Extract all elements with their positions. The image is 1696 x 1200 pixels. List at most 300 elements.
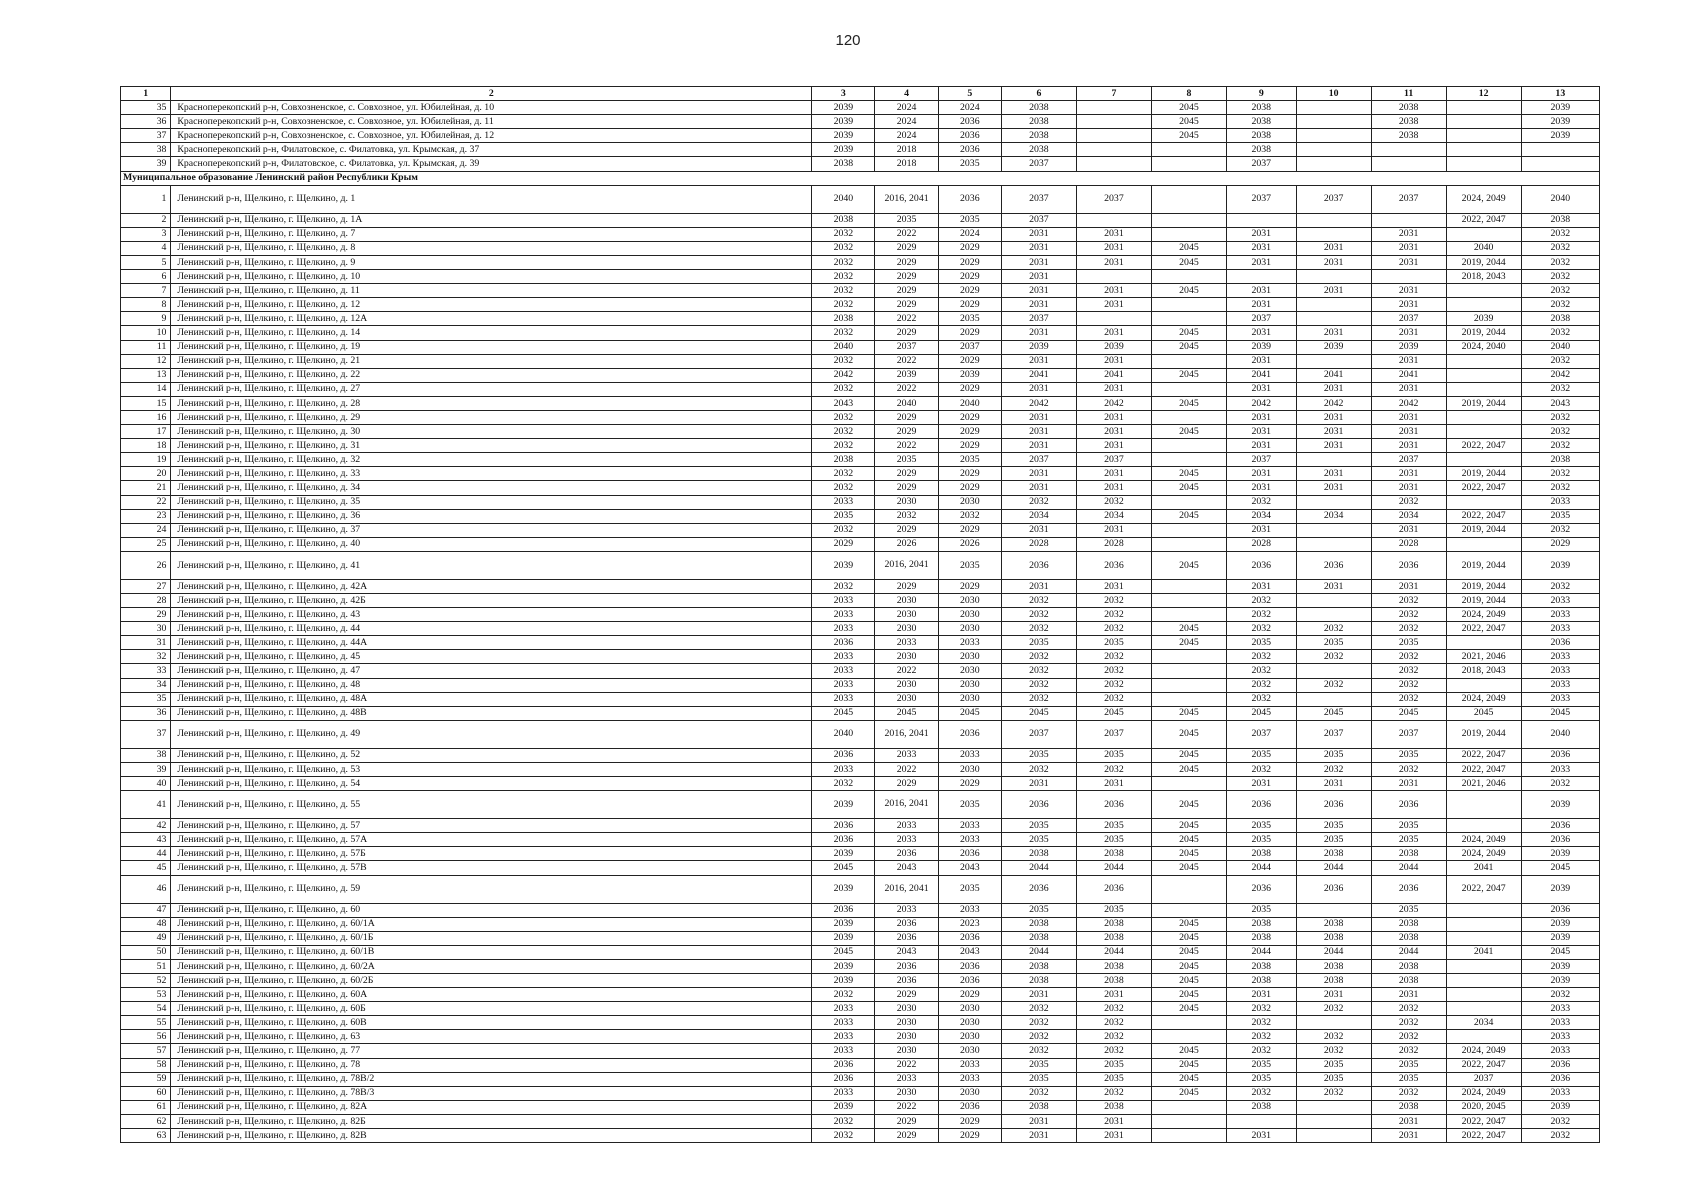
row-number-cell: 42 (121, 819, 171, 833)
table-row (121, 185, 1600, 213)
table-row (121, 833, 1600, 847)
year-cell: 2031 (1001, 326, 1076, 340)
address-cell: Ленинский р-н, Щелкино, г. Щелкино, д. 49 (171, 720, 812, 748)
year-cell: 2032 (1371, 650, 1446, 664)
year-cell: 2035 (1001, 1058, 1076, 1072)
year-cell: 2031 (1371, 255, 1446, 269)
year-cell: 2019, 2044 (1446, 255, 1521, 269)
year-cell: 2022, 2047 (1446, 1114, 1521, 1128)
year-cell: 2031 (1371, 298, 1446, 312)
year-cell: 2036 (812, 636, 875, 650)
year-cell: 2032 (1001, 608, 1076, 622)
column-number-cell: 10 (1296, 87, 1371, 101)
year-cell: 2035 (1371, 903, 1446, 917)
row-number-cell: 28 (121, 594, 171, 608)
year-cell: 2037 (1226, 312, 1296, 326)
year-cell: 2038 (812, 157, 875, 171)
table-row (121, 1002, 1600, 1016)
year-cell: 2032 (1001, 1086, 1076, 1100)
year-cell: 2019, 2044 (1446, 326, 1521, 340)
year-cell (1446, 1002, 1521, 1016)
year-cell: 2024 (875, 129, 938, 143)
year-cell: 2022, 2047 (1446, 1129, 1521, 1143)
year-cell: 2038 (1076, 847, 1151, 861)
year-cell (1521, 157, 1599, 171)
year-cell: 2029 (938, 382, 1001, 396)
year-cell: 2020, 2045 (1446, 1100, 1521, 1114)
year-cell: 2041 (1296, 368, 1371, 382)
year-cell: 2032 (1371, 1044, 1446, 1058)
year-cell (1151, 382, 1226, 396)
year-cell: 2032 (1371, 692, 1446, 706)
year-cell: 2045 (1151, 917, 1226, 931)
year-cell: 2036 (812, 748, 875, 762)
year-cell: 2033 (812, 664, 875, 678)
year-cell: 2036 (938, 847, 1001, 861)
year-cell: 2031 (1001, 270, 1076, 284)
year-cell: 2030 (938, 650, 1001, 664)
year-cell: 2031 (1296, 467, 1371, 481)
year-cell (1151, 1129, 1226, 1143)
year-cell: 2033 (938, 903, 1001, 917)
address-cell: Ленинский р-н, Щелкино, г. Щелкино, д. 60/2А (171, 959, 812, 973)
year-cell: 2036 (1371, 791, 1446, 819)
year-cell: 2033 (812, 1086, 875, 1100)
year-cell: 2035 (938, 213, 1001, 227)
year-cell (1151, 227, 1226, 241)
year-cell (1446, 917, 1521, 931)
year-cell: 2036 (812, 819, 875, 833)
year-cell: 2036 (1521, 833, 1599, 847)
year-cell: 2031 (1076, 439, 1151, 453)
year-cell: 2036 (1296, 791, 1371, 819)
year-cell: 2032 (1001, 692, 1076, 706)
year-cell (1151, 875, 1226, 903)
year-cell: 2036 (1521, 819, 1599, 833)
year-cell (1076, 312, 1151, 326)
year-cell (1371, 270, 1446, 284)
year-cell: 2033 (1521, 762, 1599, 776)
year-cell (1446, 284, 1521, 298)
year-cell (1296, 523, 1371, 537)
row-number-cell: 55 (121, 1016, 171, 1030)
year-cell: 2036 (938, 129, 1001, 143)
year-cell: 2026 (938, 537, 1001, 551)
year-cell (1446, 959, 1521, 973)
year-cell: 2035 (938, 312, 1001, 326)
year-cell: 2031 (1226, 298, 1296, 312)
year-cell: 2032 (812, 410, 875, 424)
year-cell: 2032 (1521, 467, 1599, 481)
year-cell: 2032 (1001, 762, 1076, 776)
year-cell: 2033 (812, 608, 875, 622)
year-cell: 2039 (1521, 791, 1599, 819)
year-cell: 2032 (1296, 678, 1371, 692)
year-cell: 2033 (1521, 1002, 1599, 1016)
year-cell: 2024, 2049 (1446, 833, 1521, 847)
year-cell: 2021, 2046 (1446, 777, 1521, 791)
year-cell: 2037 (1076, 453, 1151, 467)
year-cell: 2039 (812, 847, 875, 861)
year-cell: 2031 (1371, 227, 1446, 241)
row-number-cell: 25 (121, 537, 171, 551)
year-cell: 2035 (1371, 636, 1446, 650)
year-cell: 2039 (1521, 973, 1599, 987)
year-cell: 2038 (1076, 959, 1151, 973)
year-cell: 2045 (1151, 481, 1226, 495)
year-cell: 2033 (812, 495, 875, 509)
year-cell: 2045 (1151, 115, 1226, 129)
year-cell (1446, 382, 1521, 396)
year-cell: 2032 (1076, 692, 1151, 706)
year-cell: 2024, 2049 (1446, 1086, 1521, 1100)
year-cell: 2039 (812, 129, 875, 143)
year-cell: 2036 (1296, 875, 1371, 903)
year-cell (1446, 115, 1521, 129)
address-cell: Ленинский р-н, Щелкино, г. Щелкино, д. 35 (171, 495, 812, 509)
year-cell: 2036 (875, 917, 938, 931)
year-cell: 2032 (812, 354, 875, 368)
year-cell: 2041 (1001, 368, 1076, 382)
year-cell: 2036 (875, 973, 938, 987)
year-cell (1296, 903, 1371, 917)
year-cell: 2032 (1371, 608, 1446, 622)
year-cell: 2031 (1001, 354, 1076, 368)
year-cell: 2032 (1076, 762, 1151, 776)
year-cell: 2039 (812, 875, 875, 903)
year-cell: 2037 (1001, 312, 1076, 326)
year-cell: 2030 (938, 1044, 1001, 1058)
year-cell: 2038 (1076, 917, 1151, 931)
row-number-cell: 44 (121, 847, 171, 861)
row-number-cell: 62 (121, 1114, 171, 1128)
year-cell: 2035 (938, 453, 1001, 467)
year-cell: 2022 (875, 664, 938, 678)
address-cell: Ленинский р-н, Щелкино, г. Щелкино, д. 44А (171, 636, 812, 650)
year-cell: 2040 (875, 396, 938, 410)
year-cell: 2035 (938, 875, 1001, 903)
year-cell: 2031 (1296, 284, 1371, 298)
address-cell: Ленинский р-н, Щелкино, г. Щелкино, д. 32 (171, 453, 812, 467)
year-cell: 2032 (1521, 354, 1599, 368)
year-cell (1151, 143, 1226, 157)
year-cell: 2024, 2049 (1446, 1044, 1521, 1058)
year-cell (1151, 354, 1226, 368)
year-cell (1296, 143, 1371, 157)
year-cell: 2032 (1371, 1016, 1446, 1030)
year-cell: 2039 (1001, 340, 1076, 354)
year-cell: 2032 (1371, 1030, 1446, 1044)
year-cell: 2032 (1226, 1086, 1296, 1100)
year-cell (1446, 354, 1521, 368)
year-cell: 2031 (1076, 425, 1151, 439)
row-number-cell: 50 (121, 945, 171, 959)
year-cell: 2031 (1371, 410, 1446, 424)
table-row (121, 537, 1600, 551)
table-row (121, 453, 1600, 467)
table-row (121, 326, 1600, 340)
year-cell: 2035 (1001, 903, 1076, 917)
year-cell: 2036 (1521, 903, 1599, 917)
year-cell: 2040 (812, 185, 875, 213)
year-cell: 2029 (875, 425, 938, 439)
year-cell: 2032 (1076, 1030, 1151, 1044)
year-cell: 2040 (1446, 241, 1521, 255)
year-cell: 2029 (875, 298, 938, 312)
year-cell: 2031 (1296, 988, 1371, 1002)
year-cell: 2022 (875, 354, 938, 368)
year-cell: 2029 (938, 467, 1001, 481)
section-row (121, 171, 1600, 185)
year-cell: 2032 (1371, 678, 1446, 692)
row-number-cell: 31 (121, 636, 171, 650)
year-cell: 2041 (1226, 368, 1296, 382)
year-cell: 2032 (1001, 650, 1076, 664)
year-cell: 2033 (1521, 608, 1599, 622)
row-number-cell: 33 (121, 664, 171, 678)
year-cell: 2032 (1226, 650, 1296, 664)
year-cell (1151, 594, 1226, 608)
year-cell: 2036 (1521, 1072, 1599, 1086)
year-cell: 2032 (1521, 439, 1599, 453)
year-cell (1446, 368, 1521, 382)
year-cell: 2032 (812, 270, 875, 284)
year-cell: 2032 (1371, 594, 1446, 608)
year-cell: 2031 (1001, 988, 1076, 1002)
year-cell (1226, 213, 1296, 227)
year-cell: 2034 (1226, 509, 1296, 523)
table-row (121, 692, 1600, 706)
address-cell: Ленинский р-н, Щелкино, г. Щелкино, д. 48В (171, 706, 812, 720)
address-cell: Красноперекопский р-н, Совхозненское, с. Совхозное, ул. Юбилейная, д. 10 (171, 101, 812, 115)
year-cell: 2038 (812, 213, 875, 227)
year-cell: 2031 (1076, 523, 1151, 537)
year-cell: 2024, 2049 (1446, 185, 1521, 213)
year-cell: 2032 (812, 255, 875, 269)
year-cell (1446, 1030, 1521, 1044)
year-cell: 2031 (1226, 523, 1296, 537)
year-cell: 2044 (1076, 861, 1151, 875)
row-number-cell: 5 (121, 255, 171, 269)
year-cell: 2022 (875, 1100, 938, 1114)
year-cell: 2033 (938, 1058, 1001, 1072)
year-cell: 2045 (1151, 636, 1226, 650)
year-cell: 2044 (1296, 945, 1371, 959)
year-cell (1446, 129, 1521, 143)
table-row (121, 425, 1600, 439)
year-cell: 2038 (1521, 453, 1599, 467)
year-cell: 2044 (1076, 945, 1151, 959)
year-cell: 2038 (1001, 143, 1076, 157)
year-cell: 2024, 2049 (1446, 608, 1521, 622)
year-cell: 2038 (1001, 129, 1076, 143)
year-cell: 2032 (1521, 579, 1599, 593)
year-cell: 2029 (812, 537, 875, 551)
year-cell: 2032 (1226, 1016, 1296, 1030)
year-cell: 2036 (875, 847, 938, 861)
year-cell: 2031 (1001, 1114, 1076, 1128)
year-cell: 2032 (1521, 1114, 1599, 1128)
address-cell: Ленинский р-н, Щелкино, г. Щелкино, д. 12 (171, 298, 812, 312)
year-cell: 2031 (1076, 988, 1151, 1002)
year-cell: 2035 (1371, 819, 1446, 833)
address-cell: Ленинский р-н, Щелкино, г. Щелкино, д. 60/2Б (171, 973, 812, 987)
year-cell (1151, 777, 1226, 791)
table-row (121, 368, 1600, 382)
address-cell: Ленинский р-н, Щелкино, г. Щелкино, д. 45 (171, 650, 812, 664)
year-cell: 2045 (1151, 861, 1226, 875)
year-cell: 2045 (1446, 706, 1521, 720)
year-cell: 2031 (1296, 410, 1371, 424)
year-cell: 2032 (812, 284, 875, 298)
year-cell: 2036 (1296, 551, 1371, 579)
year-cell (1151, 157, 1226, 171)
year-cell (1446, 143, 1521, 157)
row-number-cell: 37 (121, 720, 171, 748)
year-cell: 2031 (1001, 777, 1076, 791)
year-cell: 2036 (1001, 875, 1076, 903)
year-cell: 2045 (1151, 340, 1226, 354)
year-cell: 2032 (1521, 284, 1599, 298)
year-cell: 2032 (1521, 481, 1599, 495)
year-cell: 2037 (1001, 157, 1076, 171)
address-cell: Ленинский р-н, Щелкино, г. Щелкино, д. 44 (171, 622, 812, 636)
table-row (121, 636, 1600, 650)
row-number-cell: 30 (121, 622, 171, 636)
year-cell: 2031 (1226, 326, 1296, 340)
year-cell: 2045 (938, 706, 1001, 720)
year-cell: 2035 (1076, 819, 1151, 833)
year-cell: 2032 (1001, 1016, 1076, 1030)
row-number-cell: 22 (121, 495, 171, 509)
year-cell: 2030 (875, 1016, 938, 1030)
year-cell: 2037 (1296, 185, 1371, 213)
address-cell: Ленинский р-н, Щелкино, г. Щелкино, д. 78 (171, 1058, 812, 1072)
year-cell (1151, 664, 1226, 678)
address-cell: Ленинский р-н, Щелкино, г. Щелкино, д. 63 (171, 1030, 812, 1044)
year-cell: 2029 (875, 410, 938, 424)
table-row (121, 945, 1600, 959)
year-cell: 2032 (812, 467, 875, 481)
year-cell: 2031 (1001, 481, 1076, 495)
table-row (121, 270, 1600, 284)
year-cell: 2038 (1296, 931, 1371, 945)
year-cell: 2022, 2047 (1446, 1058, 1521, 1072)
year-cell (1296, 537, 1371, 551)
year-cell: 2036 (1226, 791, 1296, 819)
year-cell (1296, 594, 1371, 608)
row-number-cell: 15 (121, 396, 171, 410)
year-cell: 2031 (1076, 284, 1151, 298)
year-cell: 2036 (1226, 551, 1296, 579)
address-cell: Ленинский р-н, Щелкино, г. Щелкино, д. 41 (171, 551, 812, 579)
year-cell (1446, 425, 1521, 439)
table-row (121, 1072, 1600, 1086)
year-cell (1151, 495, 1226, 509)
year-cell (1151, 439, 1226, 453)
year-cell: 2038 (1001, 959, 1076, 973)
table-row (121, 762, 1600, 776)
year-cell: 2045 (1151, 255, 1226, 269)
year-cell: 2038 (1076, 1100, 1151, 1114)
year-cell: 2038 (1001, 115, 1076, 129)
year-cell: 2029 (938, 255, 1001, 269)
year-cell: 2029 (1521, 537, 1599, 551)
year-cell: 2032 (1076, 608, 1151, 622)
year-cell: 2033 (812, 1016, 875, 1030)
year-cell: 2029 (875, 284, 938, 298)
address-cell: Красноперекопский р-н, Филатовское, с. Филатовка, ул. Крымская, д. 37 (171, 143, 812, 157)
page-number: 120 (835, 32, 861, 49)
year-cell: 2016, 2041 (875, 875, 938, 903)
year-cell: 2018, 2043 (1446, 664, 1521, 678)
year-cell: 2032 (938, 509, 1001, 523)
year-cell: 2019, 2044 (1446, 579, 1521, 593)
year-cell: 2030 (875, 650, 938, 664)
year-cell: 2032 (1226, 678, 1296, 692)
year-cell: 2032 (1001, 678, 1076, 692)
year-cell: 2042 (812, 368, 875, 382)
row-number-cell: 45 (121, 861, 171, 875)
year-cell: 2031 (1371, 425, 1446, 439)
year-cell: 2036 (812, 833, 875, 847)
address-cell: Ленинский р-н, Щелкино, г. Щелкино, д. 29 (171, 410, 812, 424)
year-cell (1151, 410, 1226, 424)
year-cell: 2030 (938, 678, 1001, 692)
table-row (121, 340, 1600, 354)
year-cell: 2037 (1001, 453, 1076, 467)
year-cell: 2030 (938, 1086, 1001, 1100)
year-cell: 2034 (1001, 509, 1076, 523)
year-cell: 2022, 2047 (1446, 213, 1521, 227)
address-cell: Ленинский р-н, Щелкино, г. Щелкино, д. 37 (171, 523, 812, 537)
year-cell: 2032 (812, 523, 875, 537)
address-cell: Ленинский р-н, Щелкино, г. Щелкино, д. 34 (171, 481, 812, 495)
year-cell: 2031 (1076, 255, 1151, 269)
year-cell: 2041 (1076, 368, 1151, 382)
table-row (121, 115, 1600, 129)
year-cell: 2037 (1446, 1072, 1521, 1086)
table-row (121, 101, 1600, 115)
year-cell: 2038 (1076, 973, 1151, 987)
table-row (121, 382, 1600, 396)
header-row (121, 87, 1600, 101)
year-cell: 2031 (1076, 354, 1151, 368)
year-cell: 2029 (938, 354, 1001, 368)
address-cell: Ленинский р-н, Щелкино, г. Щелкино, д. 60Б (171, 1002, 812, 1016)
year-cell: 2031 (1226, 467, 1296, 481)
year-cell: 2038 (1001, 917, 1076, 931)
row-number-cell: 35 (121, 101, 171, 115)
year-cell: 2036 (875, 959, 938, 973)
year-cell: 2032 (1521, 270, 1599, 284)
table-row (121, 748, 1600, 762)
row-number-cell: 2 (121, 213, 171, 227)
year-cell: 2030 (875, 608, 938, 622)
year-cell: 2041 (1446, 945, 1521, 959)
year-cell: 2038 (1226, 115, 1296, 129)
year-cell: 2032 (812, 579, 875, 593)
column-number-cell: 13 (1521, 87, 1599, 101)
year-cell: 2039 (812, 551, 875, 579)
year-cell (1151, 213, 1226, 227)
row-number-cell: 56 (121, 1030, 171, 1044)
year-cell: 2044 (1226, 945, 1296, 959)
year-cell: 2036 (938, 143, 1001, 157)
year-cell: 2022 (875, 1058, 938, 1072)
year-cell: 2031 (1371, 481, 1446, 495)
address-cell: Ленинский р-н, Щелкино, г. Щелкино, д. 57Б (171, 847, 812, 861)
